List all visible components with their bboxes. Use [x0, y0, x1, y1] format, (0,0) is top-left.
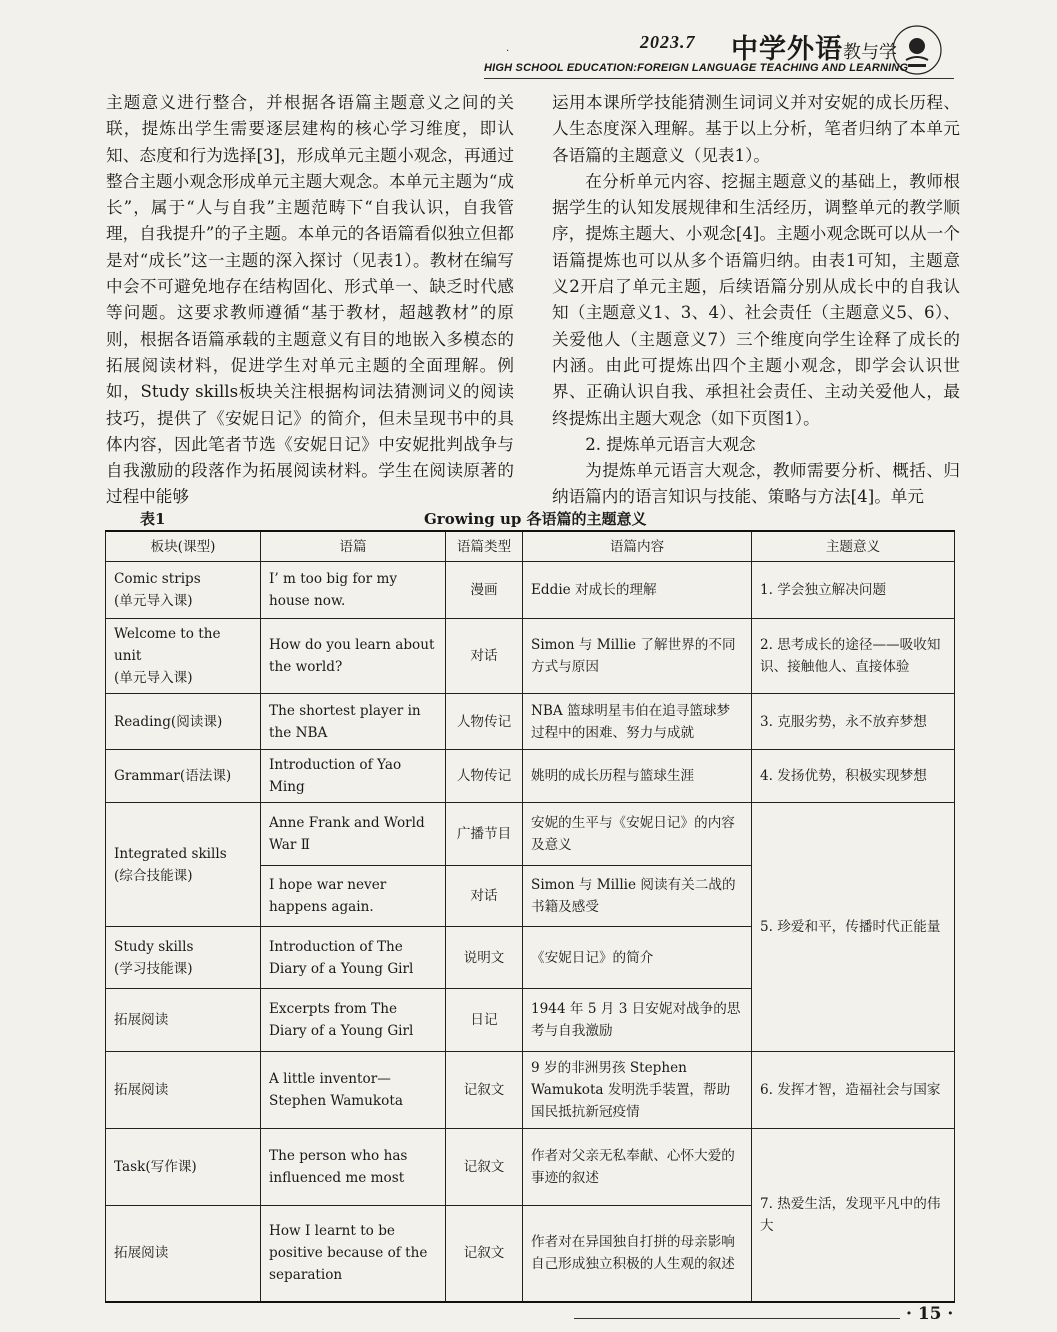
text-cell: The person who has influenced me most: [261, 1129, 446, 1206]
header-dot: .: [506, 43, 510, 54]
type-cell: 日记: [446, 989, 523, 1052]
topic-cell: 2. 思考成长的途径——吸收知识、接触他人、直接体验: [752, 619, 955, 694]
type-cell: 人物传记: [446, 694, 523, 750]
journal-subtitle: HIGH SCHOOL EDUCATION:FOREIGN LANGUAGE TEACHING AND LEARNING: [484, 62, 909, 74]
section-cell: 拓展阅读: [106, 1206, 261, 1302]
section-cell: Study skills (学习技能课): [106, 927, 261, 989]
text-cell: I hope war never happens again.: [261, 866, 446, 927]
topic-cell: 7. 热爱生活，发现平凡中的伟大: [752, 1129, 955, 1302]
text-cell: A little inventor— Stephen Wamukota: [261, 1052, 446, 1129]
paragraph: 在分析单元内容、挖掘主题意义的基础上，教师根据学生的认知发展规律和生活经历，调整单元的教学顺序，提炼主题大、小观念[4]。主题小观念既可以从一个语篇提炼也可以从多个语篇归纳。由表1可知，主题意义2开启了单元主题，后续语篇分别从成长中的自我认知（主题意义1、3、4）、社会责任（主题意义5、6）、关爱他人（主题意义7）三个维度向学生诠释了成长的内涵。由此可提炼出四个主题小观念，即学会认识世界、正确认识自我、承担社会责任、主动关爱他人，最终提炼出主题大观念（如下页图1）。: [552, 171, 960, 428]
footer-rule: [574, 1318, 900, 1319]
type-cell: 漫画: [446, 562, 523, 619]
topic-cell: 4. 发扬优势，积极实现梦想: [752, 750, 955, 803]
type-cell: 记叙文: [446, 1129, 523, 1206]
topic-cell: 1. 学会独立解决问题: [752, 562, 955, 619]
content-cell: 作者对父亲无私奉献、心怀大爱的事迹的叙述: [523, 1129, 752, 1206]
table-row: [106, 694, 955, 750]
column-header: 板块(课型): [106, 531, 261, 562]
content-cell: 9 岁的非洲男孩 Stephen Wamukota 发明洗手装置，帮助国民抵抗新冠疫情: [523, 1052, 752, 1129]
table-title: Growing up 各语篇的主题意义: [424, 510, 647, 528]
content-cell: NBA 篮球明星韦伯在追寻篮球梦过程中的困难、努力与成就: [523, 694, 752, 750]
table-row: [106, 1129, 955, 1206]
left-column: [106, 90, 514, 511]
content-cell: 《安妮日记》的简介: [523, 927, 752, 989]
topic-cell: 3. 克服劣势，永不放弃梦想: [752, 694, 955, 750]
section-cell: Comic strips (单元导入课): [106, 562, 261, 619]
text-cell: Anne Frank and World War Ⅱ: [261, 803, 446, 866]
section-cell: 拓展阅读: [106, 1052, 261, 1129]
journal-name: 中学外语: [731, 34, 843, 65]
topic-cell: 6. 发挥才智，造福社会与国家: [752, 1052, 955, 1129]
type-cell: 对话: [446, 619, 523, 694]
type-cell: 说明文: [446, 927, 523, 989]
column-header: 语篇内容: [523, 531, 752, 562]
section-cell: Task(写作课): [106, 1129, 261, 1206]
text-cell: The shortest player in the NBA: [261, 694, 446, 750]
table-row: [106, 1052, 955, 1129]
type-cell: 人物传记: [446, 750, 523, 803]
table-row: [106, 619, 955, 694]
issue-date: 2023.7: [640, 32, 696, 52]
section-cell: 拓展阅读: [106, 989, 261, 1052]
right-column: [552, 90, 960, 511]
text-cell: How I learnt to be positive because of the separation: [261, 1206, 446, 1302]
type-cell: 记叙文: [446, 1206, 523, 1302]
paragraph: 运用本课所学技能猜测生词词义并对安妮的成长历程、人生态度深入理解。基于以上分析，笔者归纳了本单元各语篇的主题意义（见表1）。: [552, 93, 960, 165]
paragraph: 为提炼单元语言大观念，教师需要分析、概括、归纳语篇内的语言知识与技能、策略与方法[4]。单元: [552, 461, 960, 507]
text-cell: I’ m too big for my house now.: [261, 562, 446, 619]
paragraph: 主题意义进行整合，并根据各语篇主题意义之间的关联，提炼出学生需要逐层建构的核心学习维度，即认知、态度和行为选择[3]，形成单元主题小观念，再通过整合主题小观念形成单元主题大观念。本单元主题为“成长”，属于“人与自我”主题范畴下“自我认识，自我管理，自我提升”的子主题。本单元的各语篇看似独立但都是对“成长”这一主题的深入探讨（见表1）。教材在编写中会不可避免地存在结构固化、形式单一、缺乏时代感等问题。这要求教师遵循“基于教材，超越教材”的原则，根据各语篇承载的主题意义有目的地嵌入多模态的拓展阅读材料，促进学生对单元主题的全面理解。例如，Study skills板块关注根据构词法猜测词义的阅读技巧，提供了《安妮日记》的简介，但未呈现书中的具体内容，因此笔者节选《安妮日记》中安妮批判战争与自我激励的段落作为拓展阅读材料。学生在阅读原著的过程中能够: [106, 93, 514, 507]
table-header-row: [106, 531, 955, 562]
section-cell: Integrated skills (综合技能课): [106, 803, 261, 927]
section-cell: Reading(阅读课): [106, 694, 261, 750]
content-cell: 姚明的成长历程与篮球生涯: [523, 750, 752, 803]
text-cell: Introduction of Yao Ming: [261, 750, 446, 803]
theme-table: [105, 530, 955, 1303]
type-cell: 记叙文: [446, 1052, 523, 1129]
content-cell: 1944 年 5 月 3 日安妮对战争的思考与自我激励: [523, 989, 752, 1052]
section-cell: Grammar(语法课): [106, 750, 261, 803]
page-number: · 15 ·: [906, 1304, 954, 1324]
type-cell: 广播节目: [446, 803, 523, 866]
type-cell: 对话: [446, 866, 523, 927]
table-row: [106, 562, 955, 619]
journal-suffix: 教与学: [843, 42, 897, 63]
table-row: [106, 803, 955, 866]
content-cell: Simon 与 Millie 了解世界的不同方式与原因: [523, 619, 752, 694]
text-cell: Introduction of The Diary of a Young Girl: [261, 927, 446, 989]
content-cell: Eddie 对成长的理解: [523, 562, 752, 619]
column-header: 主题意义: [752, 531, 955, 562]
text-cell: How do you learn about the world?: [261, 619, 446, 694]
journal-title: [731, 27, 897, 66]
column-header: 语篇类型: [446, 531, 523, 562]
topic-cell: 5. 珍爱和平，传播时代正能量: [752, 803, 955, 1052]
column-header: 语篇: [261, 531, 446, 562]
content-cell: 作者对在异国独自打拼的母亲影响自己形成独立积极的人生观的叙述: [523, 1206, 752, 1302]
section-cell: Welcome to the unit (单元导入课): [106, 619, 261, 694]
section-heading: 2. 提炼单元语言大观念: [585, 434, 756, 454]
publisher-seal-icon: [886, 24, 948, 76]
table-row: [106, 750, 955, 803]
header-rule: [484, 78, 954, 79]
content-cell: Simon 与 Millie 阅读有关二战的书籍及感受: [523, 866, 752, 927]
text-cell: Excerpts from The Diary of a Young Girl: [261, 989, 446, 1052]
content-cell: 安妮的生平与《安妮日记》的内容及意义: [523, 803, 752, 866]
table-label: 表1: [140, 510, 166, 528]
